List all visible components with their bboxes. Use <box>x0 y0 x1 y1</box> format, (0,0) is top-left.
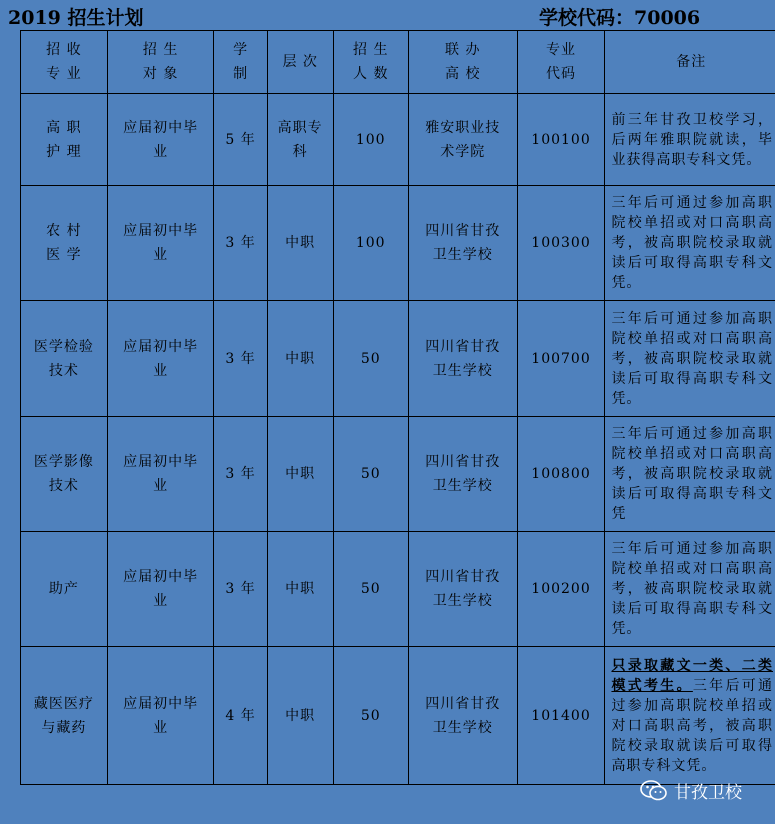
header-level: 层 次 <box>267 31 333 94</box>
wechat-icon <box>640 780 668 802</box>
note-text: 三年后可通过参加高职院校单招或对口高职高考，被高职院校录取就读后可取得高职专科文凭。 <box>611 541 773 637</box>
cell-years: 3 年 <box>214 186 267 301</box>
cell-code: 100800 <box>517 417 605 532</box>
cell-partner: 四川省甘孜 卫生学校 <box>408 301 517 417</box>
table-row <box>21 417 775 532</box>
enrollment-table <box>20 30 775 785</box>
cell-years: 3 年 <box>214 301 267 417</box>
cell-note <box>605 532 775 647</box>
cell-partner: 四川省甘孜 卫生学校 <box>408 417 517 532</box>
note-text: 三年后可通过参加高职院校单招或对口高职高考，被高职院校录取就读后可取得高职专科文凭。 <box>611 195 773 291</box>
cell-count: 50 <box>333 532 408 647</box>
cell-major: 藏医医疗 与藏药 <box>21 647 108 785</box>
cell-target: 应届初中毕 业 <box>107 532 214 647</box>
cell-code: 100700 <box>517 301 605 417</box>
cell-major: 高 职 护 理 <box>21 94 108 186</box>
cell-level: 中职 <box>267 532 333 647</box>
cell-major: 助产 <box>21 532 108 647</box>
cell-level: 中职 <box>267 417 333 532</box>
cell-partner: 四川省甘孜 卫生学校 <box>408 647 517 785</box>
cell-count: 50 <box>333 647 408 785</box>
cell-major: 农 村 医 学 <box>21 186 108 301</box>
cell-note <box>605 186 775 301</box>
cell-target: 应届初中毕 业 <box>107 417 214 532</box>
cell-years: 3 年 <box>214 532 267 647</box>
header-years: 学 制 <box>214 31 267 94</box>
cell-code: 101400 <box>517 647 605 785</box>
cell-major: 医学影像 技术 <box>21 417 108 532</box>
cell-code: 100100 <box>517 94 605 186</box>
header-count: 招 生 人 数 <box>333 31 408 94</box>
cell-count: 50 <box>333 301 408 417</box>
cell-level: 中职 <box>267 647 333 785</box>
cell-major: 医学检验 技术 <box>21 301 108 417</box>
page-title: 2019 招生计划 <box>8 7 144 29</box>
cell-note <box>605 301 775 417</box>
cell-count: 50 <box>333 417 408 532</box>
header-note: 备注 <box>605 31 775 94</box>
watermark <box>640 778 742 803</box>
note-emphasis: 只录取藏文一类、二类模式考生。 <box>611 657 773 694</box>
header-partner: 联 办 高 校 <box>408 31 517 94</box>
cell-partner: 雅安职业技 术学院 <box>408 94 517 186</box>
cell-target: 应届初中毕 业 <box>107 301 214 417</box>
table-row <box>21 647 775 785</box>
cell-years: 5 年 <box>214 94 267 186</box>
watermark-text: 甘孜卫校 <box>674 783 742 803</box>
table-header-row <box>21 31 775 94</box>
note-text: 三年后可通过参加高职院校单招或对口高职高考，被高职院校录取就读后可取得高职专科文凭。 <box>611 677 774 774</box>
table-row <box>21 186 775 301</box>
header-code: 专业 代码 <box>517 31 605 94</box>
header-major: 招 收 专 业 <box>21 31 108 94</box>
cell-partner: 四川省甘孜 卫生学校 <box>408 186 517 301</box>
cell-code: 100200 <box>517 532 605 647</box>
cell-level: 高职专 科 <box>267 94 333 186</box>
cell-note <box>605 417 775 532</box>
table-row <box>21 301 775 417</box>
cell-note <box>605 647 775 785</box>
cell-level: 中职 <box>267 301 333 417</box>
table-row <box>21 532 775 647</box>
note-text: 前三年甘孜卫校学习，后两年雅职院就读，毕业获得高职专科文凭。 <box>611 111 773 168</box>
cell-note <box>605 94 775 186</box>
header-target: 招 生 对 象 <box>107 31 214 94</box>
cell-target: 应届初中毕 业 <box>107 647 214 785</box>
cell-target: 应届初中毕 业 <box>107 186 214 301</box>
cell-target: 应届初中毕 业 <box>107 94 214 186</box>
cell-years: 3 年 <box>214 417 267 532</box>
cell-count: 100 <box>333 94 408 186</box>
note-text: 三年后可通过参加高职院校单招或对口高职高考，被高职院校录取就读后可取得高职专科文凭。 <box>611 310 773 407</box>
title-bar <box>0 0 775 30</box>
note-text: 三年后可通过参加高职院校单招或对口高职高考，被高职院校录取就读后可取得高职专科文凭 <box>611 426 773 522</box>
school-code: 学校代码：70006 <box>539 7 701 29</box>
cell-count: 100 <box>333 186 408 301</box>
cell-years: 4 年 <box>214 647 267 785</box>
cell-partner: 四川省甘孜 卫生学校 <box>408 532 517 647</box>
table-row <box>21 94 775 186</box>
cell-level: 中职 <box>267 186 333 301</box>
cell-code: 100300 <box>517 186 605 301</box>
